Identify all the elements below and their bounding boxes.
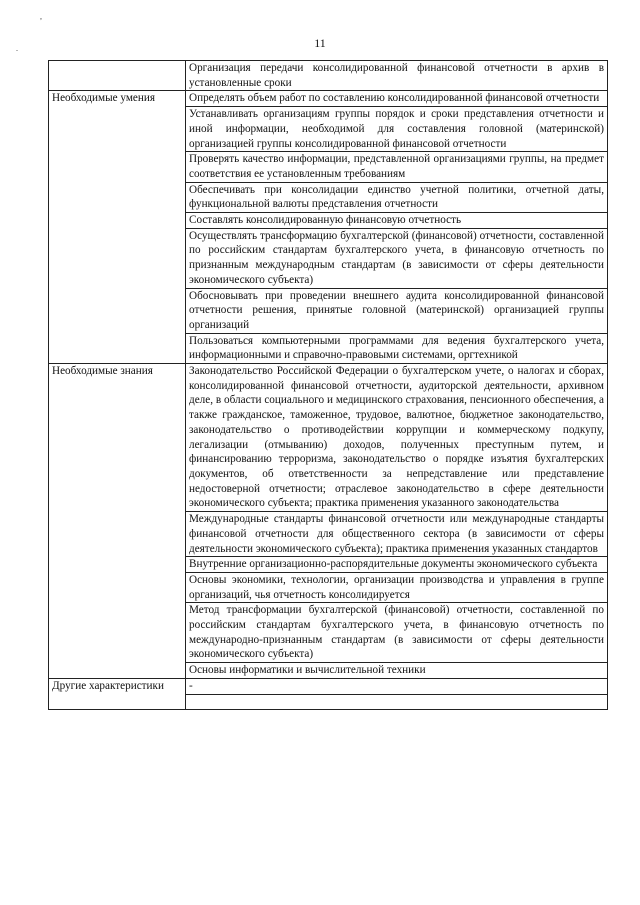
requirement-text: Законодательство Российской Федерации о бухгалтерском учете, о налогах и сборах, консолидированной финансовой отчетности, аудиторской деятельности, архивном деле, в области социального и медицинского страхования, пенсионного обеспечения, а также гражданское, таможенное, трудовое, валютное, бюджетное законодательство, законодательство о противодействии коррупции и коммерческому подкупу, легализации (отмыванию) доходов, полученных преступным путем, и финансированию терроризма, законодательство о порядке изъятия бухгалтерских документов, об ответственности за непредставление или представление недостоверной отчетности; отраслевое законодательство в сфере деятельности экономического субъекта; практика применения указанного законодательства <box>186 364 608 512</box>
requirements-table-body <box>49 61 608 710</box>
table-row <box>49 364 608 512</box>
scan-mark: . <box>16 44 18 53</box>
requirement-text: Обосновывать при проведении внешнего аудита консолидированной финансовой отчетности решения, принятые головной (материнской) организацией группы организаций <box>186 288 608 333</box>
requirement-text: Основы экономики, технологии, организации производства и управления в группе организаций, чья отчетность консолидируется <box>186 572 608 602</box>
requirement-text: Пользоваться компьютерными программами для ведения бухгалтерского учета, информационными и справочно-правовыми системами, оргтехникой <box>186 333 608 363</box>
requirement-text: Определять объем работ по составлению консолидированной финансовой отчетности <box>186 91 608 107</box>
table-row <box>49 91 608 107</box>
table-row <box>49 678 608 694</box>
row-heading: Необходимые знания <box>49 364 186 679</box>
requirements-table <box>48 60 608 710</box>
requirement-text: Устанавливать организациям группы порядок и сроки представления отчетности и иной информации, необходимой для составления головной (материнской) организацией группы консолидированной финансовой отчетности <box>186 107 608 152</box>
requirement-text: Международные стандарты финансовой отчетности или международные стандарты финансовой отчетности для общественного сектора (в зависимости от сферы деятельности экономического субъекта); практика применения указанных стандартов <box>186 512 608 557</box>
scan-mark: , <box>40 12 42 21</box>
requirement-text: Внутренние организационно-распорядительные документы экономического субъекта <box>186 557 608 573</box>
requirement-text <box>186 694 608 709</box>
page-number: 11 <box>314 36 326 50</box>
requirement-text: Организация передачи консолидированной финансовой отчетности в архив в установленные сроки <box>186 61 608 91</box>
row-heading <box>49 61 186 91</box>
requirement-text: Проверять качество информации, представленной организациями группы, на предмет соответствия ее установленным требованиям <box>186 152 608 182</box>
requirement-text: - <box>186 678 608 694</box>
requirement-text: Составлять консолидированную финансовую отчетность <box>186 213 608 229</box>
table-row <box>49 61 608 91</box>
requirement-text: Основы информатики и вычислительной техники <box>186 663 608 679</box>
row-heading: Необходимые умения <box>49 91 186 364</box>
row-heading: Другие характеристики <box>49 678 186 709</box>
requirement-text: Метод трансформации бухгалтерской (финансовой) отчетности, составленной по российским стандартам бухгалтерского учета, в финансовую отчетность по международно-признанным стандартам (в зависимости от сферы деятельности экономического субъекта) <box>186 603 608 663</box>
requirement-text: Обеспечивать при консолидации единство учетной политики, отчетной даты, функциональной валюты представления отчетности <box>186 182 608 212</box>
requirement-text: Осуществлять трансформацию бухгалтерской (финансовой) отчетности, составленной по российским стандартам бухгалтерского учета, в финансовую отчетность по признанным международным стандартам (в зависимости от сферы деятельности экономического субъекта) <box>186 228 608 288</box>
